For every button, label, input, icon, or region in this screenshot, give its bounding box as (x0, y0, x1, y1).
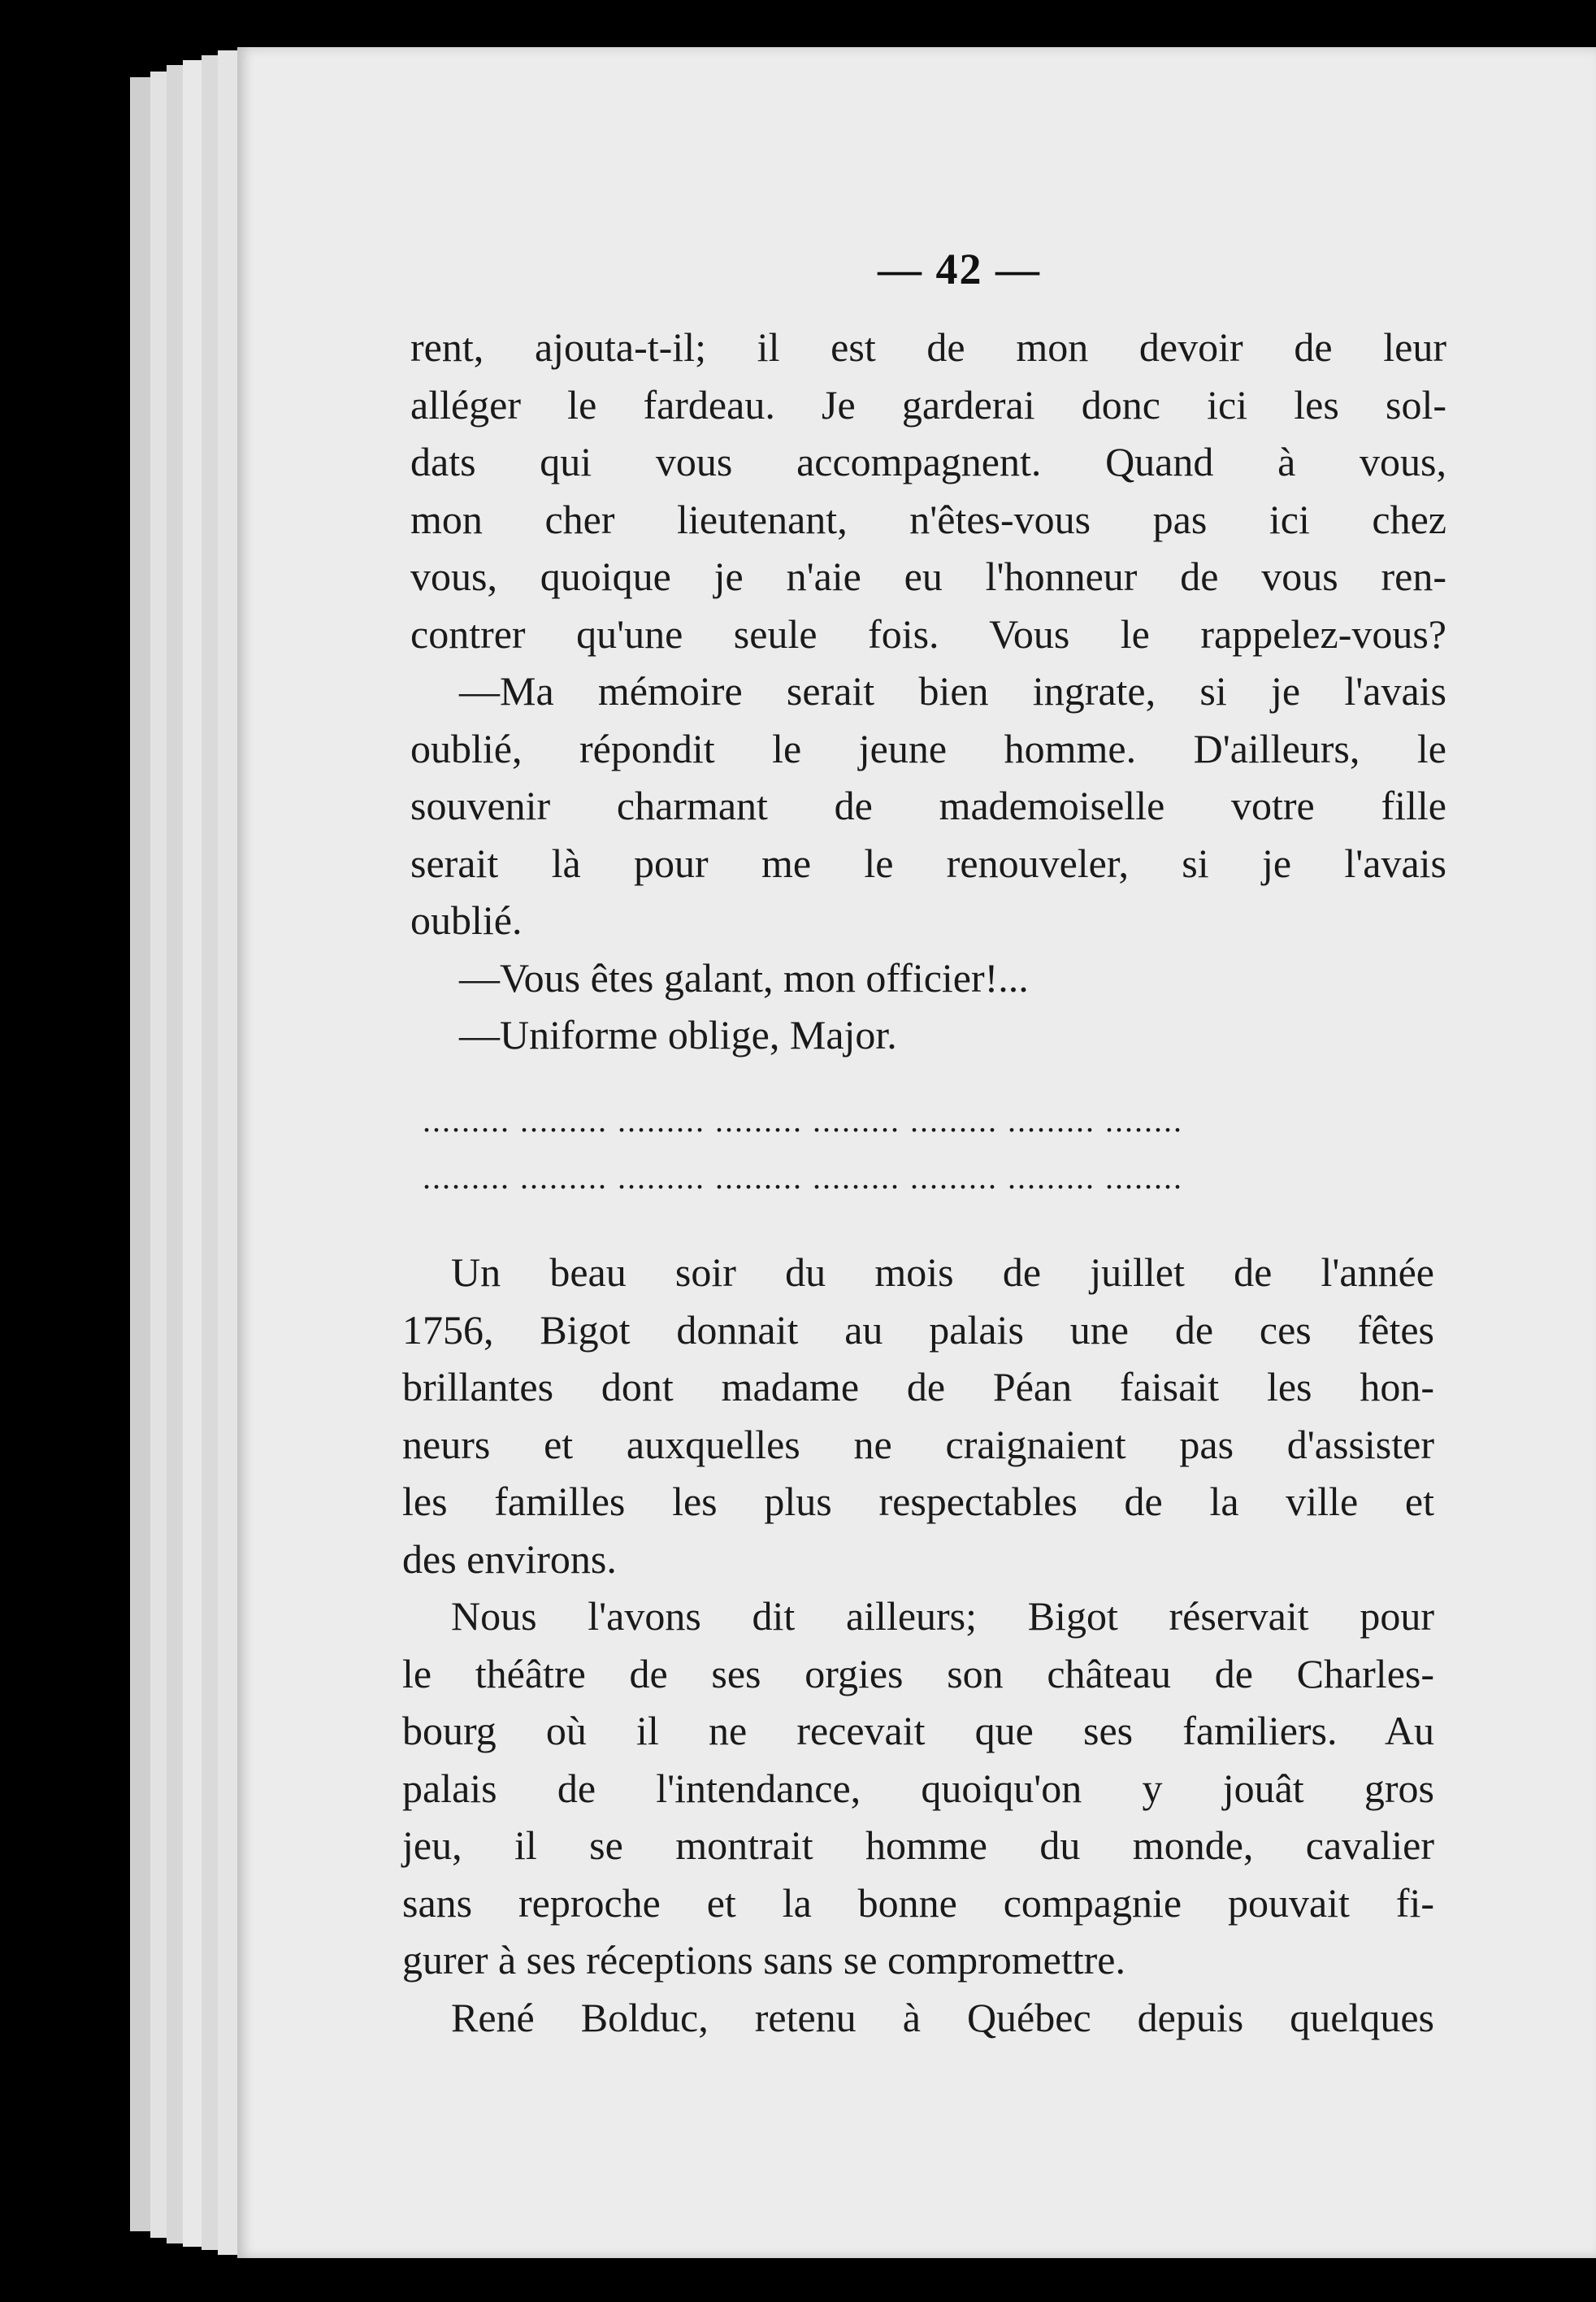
page-number: — 42 — (878, 245, 1041, 293)
text-line: René Bolduc, retenu à Québec depuis quelques (451, 1994, 1434, 2040)
text-line: oublié. (410, 897, 523, 943)
text-line: —Vous êtes galant, mon officier!... (459, 954, 1029, 1001)
text-line: contrer qu'une seule fois. Vous le rappelez-vous? (410, 610, 1446, 657)
text-line: des environs. (402, 1535, 617, 1582)
text-line: Nous l'avons dit ailleurs; Bigot réservait pour (451, 1593, 1434, 1639)
text-line: les familles les plus respectables de la ville et (402, 1479, 1434, 1524)
text-block-bottom (402, 1244, 1434, 2046)
text-line: alléger le fardeau. Je garderai donc ici les sol- (410, 381, 1446, 428)
text-line: brillantes dont madame de Péan faisait les hon- (402, 1364, 1434, 1409)
text-line: —Uniforme oblige, Major. (459, 1012, 897, 1058)
dotted-separator: ......... ......... ......... ......... ......... ......... ......... ........ (423, 1102, 1183, 1139)
text-line: gurer à ses réceptions sans se compromettre. (402, 1937, 1125, 1983)
text-line: oublié, répondit le jeune homme. D'ailleurs, le (410, 725, 1446, 771)
text-line: vous, quoique je n'aie eu l'honneur de vous ren- (410, 554, 1446, 599)
text-line: —Ma mémoire serait bien ingrate, si je l'avais (459, 668, 1446, 714)
text-line: neurs et auxquelles ne craignaient pas d'assister (402, 1421, 1434, 1467)
dotted-separator: ......... ......... ......... ......... ......... ......... ......... ........ (423, 1159, 1183, 1196)
text-line: le théâtre de ses orgies son château de Charles- (402, 1650, 1434, 1696)
text-line: souvenir charmant de mademoiselle votre fille (410, 783, 1446, 828)
text-line: rent, ajouta-t-il; il est de mon devoir de leur (410, 324, 1446, 370)
text-block-top (410, 319, 1446, 1064)
text-line: palais de l'intendance, quoiqu'on y jouât gros (402, 1765, 1434, 1811)
text-line: 1756, Bigot donnait au palais une de ces fêtes (402, 1306, 1434, 1353)
text-line: dats qui vous accompagnent. Quand à vous, (410, 439, 1446, 484)
text-line: mon cher lieutenant, n'êtes-vous pas ici chez (410, 496, 1446, 542)
text-line: sans reproche et la bonne compagnie pouvait fi- (402, 1879, 1434, 1926)
text-line: serait là pour me le renouveler, si je l'avais (410, 840, 1446, 886)
text-line: bourg où il ne recevait que ses familiers. Au (402, 1708, 1434, 1753)
text-line: jeu, il se montrait homme du monde, cavalier (402, 1822, 1434, 1868)
text-line: Un beau soir du mois de juillet de l'année (451, 1249, 1434, 1295)
